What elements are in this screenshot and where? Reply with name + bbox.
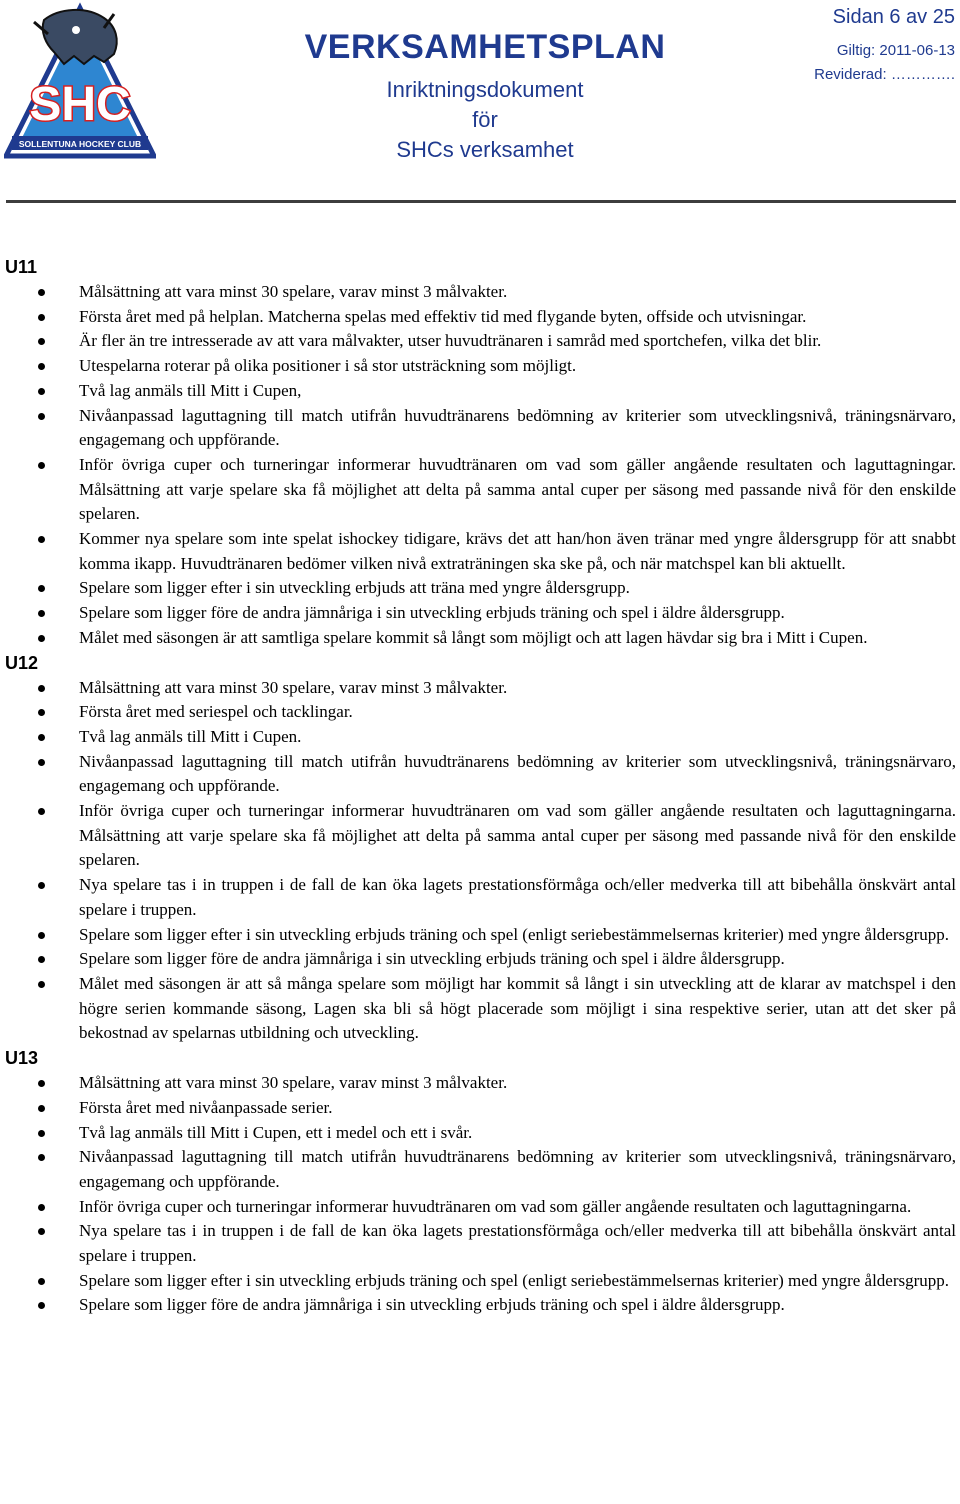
bullet-list — [0, 280, 960, 651]
subtitle-line: för — [472, 107, 498, 132]
section-heading: U11 — [5, 257, 38, 277]
list-item: Utespelarna roterar på olika positioner i så stor utsträckning som möjligt. — [0, 354, 960, 379]
valid-date: Giltig: 2011-06-13 — [836, 42, 955, 59]
subtitle-line: Inriktningsdokument — [386, 77, 584, 102]
list-item: Målsättning att vara minst 30 spelare, varav minst 3 målvakter. — [0, 1071, 960, 1096]
document-title: VERKSAMHETSPLAN — [304, 28, 666, 66]
section-heading: U12 — [5, 652, 39, 673]
list-item: Inför övriga cuper och turneringar informerar huvudtränaren om vad som gäller angående resultaten och laguttagningarna. Målsättning att varje spelare ska få möjlighet att delta på samma antal cuper per säsong med passande nivå för den enskilde spelaren. — [0, 799, 960, 873]
list-item: Nivåanpassad laguttagning till match utifrån huvudtränarens bedömning av kriterier som utvecklingsnivå, träningsnärvaro, engagemang och uppförande. — [0, 404, 960, 453]
list-item: Spelare som ligger före de andra jämnåriga i sin utveckling erbjuds träning och spel i äldre åldersgrupp. — [0, 947, 960, 972]
list-item: Två lag anmäls till Mitt i Cupen, ett i medel och ett i svår. — [0, 1121, 960, 1146]
list-item: Kommer nya spelare som inte spelat ishockey tidigare, krävs det att han/hon även tränar med yngre åldersgrupp för att snabbt komma ikapp. Huvudtränaren bedömer vilken nivå extraträningen ska ske på, och när matchspel kan bli aktuellt. — [0, 527, 960, 576]
list-item: Målsättning att vara minst 30 spelare, varav minst 3 målvakter. — [0, 280, 960, 305]
list-item: Målet med säsongen är att samtliga spelare kommit så långt som möjligt och att lagen hävdar sig bra i Mitt i Cupen. — [0, 626, 960, 651]
meta-info — [814, 39, 955, 87]
document-meta — [814, 6, 955, 87]
svg-text:SOLLENTUNA HOCKEY CLUB: SOLLENTUNA HOCKEY CLUB — [18, 139, 142, 149]
list-item: Spelare som ligger efter i sin utveckling erbjuds att träna med yngre åldersgrupp. — [0, 576, 960, 601]
bullet-list — [0, 1071, 960, 1318]
list-item: Inför övriga cuper och turneringar informerar huvudtränaren om vad som gäller angående resultaten och laguttagningarna. — [0, 1195, 960, 1220]
header-divider — [6, 200, 956, 203]
list-item: Målet med säsongen är att så många spelare som möjligt har kommit så långt i sin utveckling att de klarar av matchspel i den högre serien kommande säsong, Lagen ska bli så högt placerade som möjligt i sina respektive serier, utan att det sker på bekostnad av spelarnas utbildning och utveckling. — [0, 972, 960, 1046]
list-item: Spelare som ligger före de andra jämnåriga i sin utveckling erbjuds träning och spel i äldre åldersgrupp. — [0, 601, 960, 626]
svg-text:SHC: SHC — [29, 78, 131, 131]
list-item: Spelare som ligger efter i sin utveckling erbjuds träning och spel (enligt seriebestämmelsernas kriterier) med yngre åldersgrupp. — [0, 1269, 960, 1294]
revised-date: Reviderad: …………. — [814, 66, 955, 83]
page-header — [0, 0, 960, 205]
list-item: Är fler än tre intresserade av att vara målvakter, utser huvudtränaren i samråd med sportchefen, vilka det blir. — [0, 329, 960, 354]
list-item: Spelare som ligger före de andra jämnåriga i sin utveckling erbjuds träning och spel i äldre åldersgrupp. — [0, 1293, 960, 1318]
list-item: Nya spelare tas i in truppen i de fall de kan öka lagets prestationsförmåga och/eller medverka till att bibehålla önskvärt antal spelare i truppen. — [0, 873, 960, 922]
list-item: Två lag anmäls till Mitt i Cupen. — [0, 725, 960, 750]
bullet-list — [0, 676, 960, 1047]
list-item: Första året med nivåanpassade serier. — [0, 1096, 960, 1121]
section-heading: U13 — [5, 1048, 39, 1069]
club-logo — [4, 2, 156, 162]
list-item: Första året med seriespel och tacklingar. — [0, 700, 960, 725]
list-item: Två lag anmäls till Mitt i Cupen, — [0, 379, 960, 404]
list-item: Nivåanpassad laguttagning till match utifrån huvudtränarens bedömning av kriterier som utvecklingsnivå, träningsnärvaro, engagemang och uppförande. — [0, 750, 960, 799]
document-title-block — [300, 28, 670, 165]
list-item: Första året med på helplan. Matcherna spelas med effektiv tid med flygande byten, offside och utvisningar. — [0, 305, 960, 330]
list-item: Nya spelare tas i in truppen i de fall de kan öka lagets prestationsförmåga och/eller medverka till att bibehålla önskvärt antal spelare i truppen. — [0, 1219, 960, 1268]
list-item: Nivåanpassad laguttagning till match utifrån huvudtränarens bedömning av kriterier som utvecklingsnivå, träningsnärvaro, engagemang och uppförande. — [0, 1145, 960, 1194]
page-number: Sidan 6 av 25 — [832, 6, 955, 28]
list-item: Spelare som ligger efter i sin utveckling erbjuds träning och spel (enligt seriebestämmelsernas kriterier) med yngre åldersgrupp. — [0, 923, 960, 948]
list-item: Målsättning att vara minst 30 spelare, varav minst 3 målvakter. — [0, 676, 960, 701]
document-subtitle — [300, 75, 670, 165]
document-body — [0, 255, 960, 1318]
list-item: Inför övriga cuper och turneringar informerar huvudtränaren om vad som gäller angående resultaten och laguttagningar. Målsättning att varje spelare ska få möjlighet att delta på samma antal cuper per säsong med passande nivå för den enskilde spelaren. — [0, 453, 960, 527]
subtitle-line: SHCs verksamhet — [396, 137, 574, 162]
